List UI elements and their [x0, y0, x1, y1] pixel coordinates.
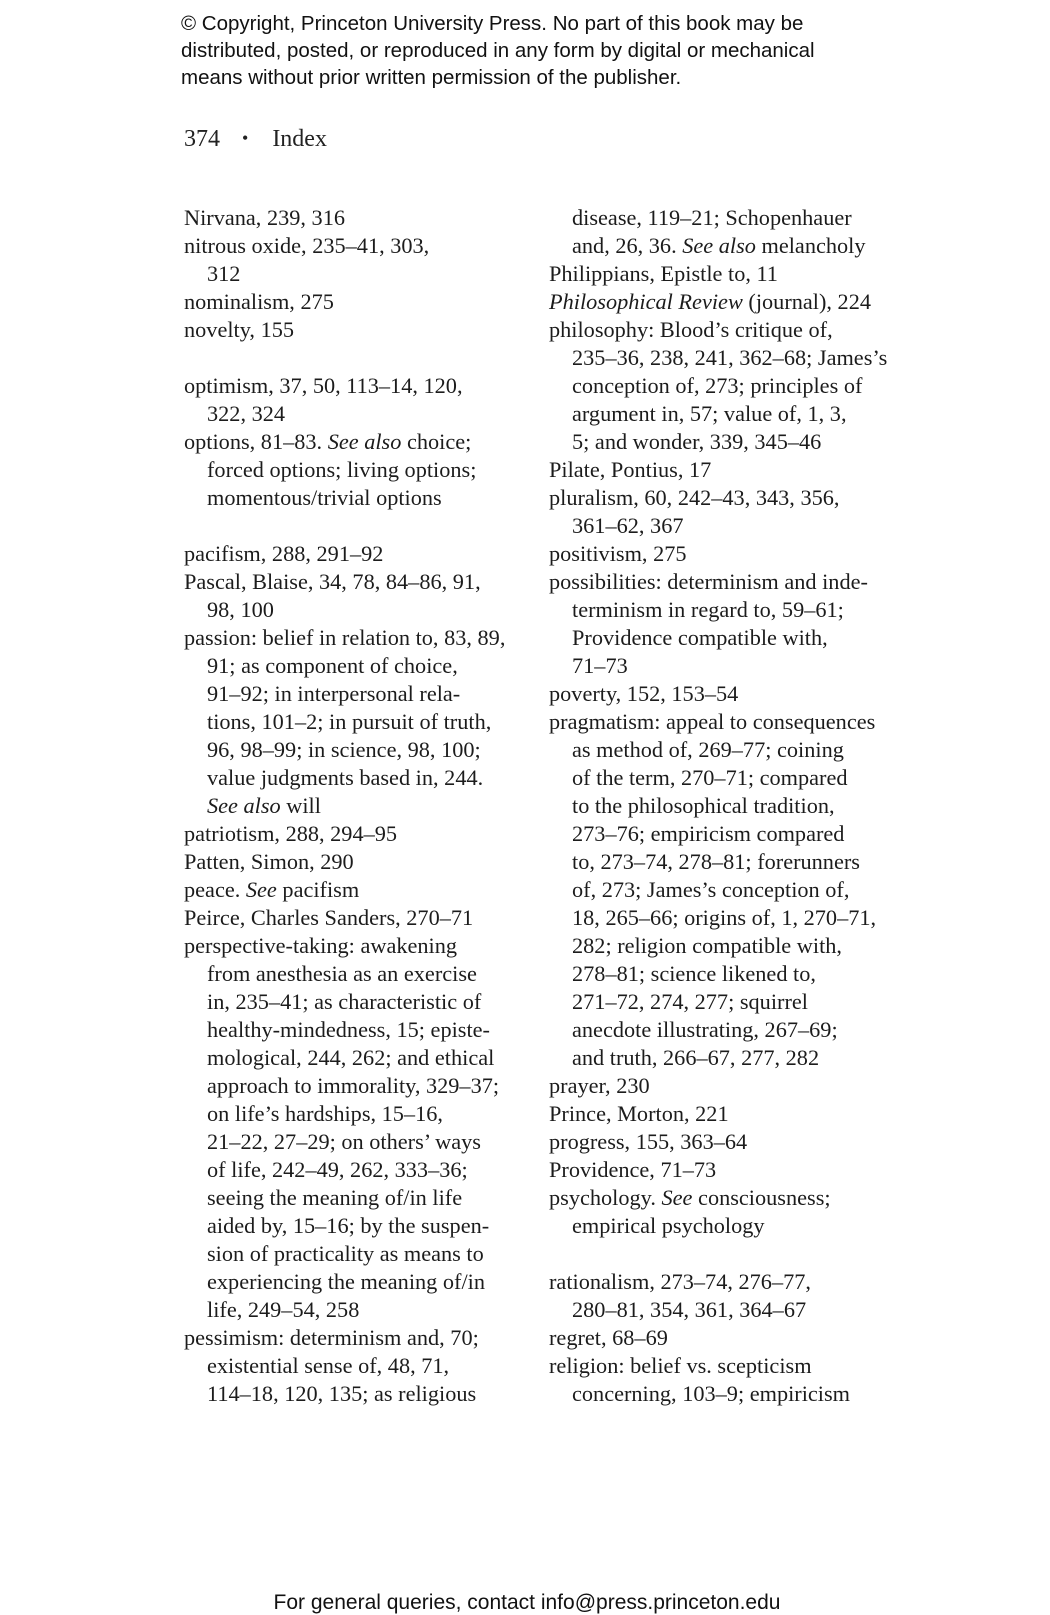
index-subline: to, 273–74, 278–81; forerunners	[572, 849, 860, 874]
index-entry: philosophy: Blood’s critique of,	[549, 317, 833, 342]
index-subline: 91; as component of choice,	[207, 653, 458, 678]
index-subline: forced options; living options;	[207, 457, 477, 482]
index-entry: positivism, 275	[549, 541, 687, 566]
index-entry: options, 81–83. See also choice;	[184, 429, 472, 454]
index-entry: psychology. See consciousness;	[549, 1185, 831, 1210]
index-subline: existential sense of, 48, 71,	[207, 1353, 450, 1378]
index-subline: tions, 101–2; in pursuit of truth,	[207, 709, 492, 734]
index-subline: in, 235–41; as characteristic of	[207, 989, 482, 1014]
index-subline: 312	[207, 261, 241, 286]
copyright-notice	[181, 10, 901, 91]
index-entry: pacifism, 288, 291–92	[184, 541, 384, 566]
index-entry: religion: belief vs. scepticism	[549, 1353, 812, 1378]
index-subline: 5; and wonder, 339, 345–46	[572, 429, 822, 454]
index-subline: experiencing the meaning of/in	[207, 1269, 485, 1294]
index-entry: Peirce, Charles Sanders, 270–71	[184, 905, 474, 930]
index-subline: approach to immorality, 329–37;	[207, 1073, 500, 1098]
index-subline: of life, 242–49, 262, 333–36;	[207, 1157, 468, 1182]
index-subline: aided by, 15–16; by the suspen-	[207, 1213, 490, 1238]
index-entry: poverty, 152, 153–54	[549, 681, 739, 706]
index-subline: 271–72, 274, 277; squirrel	[572, 989, 808, 1014]
index-subline: as method of, 269–77; coining	[572, 737, 844, 762]
footer	[0, 1591, 1050, 1615]
index-column-left	[184, 204, 529, 1408]
bullet-separator: •	[242, 128, 249, 148]
index-subline: 361–62, 367	[572, 513, 684, 538]
index-subline: See also will	[207, 793, 321, 818]
index-entry: Patten, Simon, 290	[184, 849, 354, 874]
index-entry: Pilate, Pontius, 17	[549, 457, 712, 482]
index-entry: Philippians, Epistle to, 11	[549, 261, 778, 286]
index-subline: 280–81, 354, 361, 364–67	[572, 1297, 807, 1322]
entry-gap	[549, 1240, 894, 1268]
index-subline: life, 249–54, 258	[207, 1297, 360, 1322]
footer-contact: For general queries, contact info@press.princeton.edu	[273, 1591, 781, 1614]
index-entry: progress, 155, 363–64	[549, 1129, 748, 1154]
index-subline: 278–81; science likened to,	[572, 961, 816, 986]
index-subline: concerning, 103–9; empiricism	[572, 1381, 851, 1406]
index-entry: novelty, 155	[184, 317, 295, 342]
index-entry: peace. See pacifism	[184, 877, 360, 902]
index-entry: nominalism, 275	[184, 289, 334, 314]
index-subline: 91–92; in interpersonal rela-	[207, 681, 461, 706]
index-entry: prayer, 230	[549, 1073, 650, 1098]
index-subline: 322, 324	[207, 401, 286, 426]
index-entry: pragmatism: appeal to consequences	[549, 709, 876, 734]
index-entry: perspective-taking: awakening	[184, 933, 458, 958]
index-subline: 21–22, 27–29; on others’ ways	[207, 1129, 481, 1154]
copyright-line: © Copyright, Princeton University Press. No part of this book may be	[181, 12, 804, 35]
index-subline: Providence compatible with,	[572, 625, 828, 650]
index-subline: seeing the meaning of/in life	[207, 1185, 463, 1210]
index-subline: argument in, 57; value of, 1, 3,	[572, 401, 847, 426]
index-entry: pluralism, 60, 242–43, 343, 356,	[549, 485, 840, 510]
section-title: Index	[272, 126, 327, 152]
copyright-line: distributed, posted, or reproduced in any form by digital or mechanical	[181, 39, 815, 62]
index-subline: anecdote illustrating, 267–69;	[572, 1017, 838, 1042]
index-subline: value judgments based in, 244.	[207, 765, 484, 790]
index-entry: Philosophical Review (journal), 224	[549, 289, 872, 314]
index-entry: optimism, 37, 50, 113–14, 120,	[184, 373, 463, 398]
index-column-right	[549, 204, 894, 1408]
index-entry: Pascal, Blaise, 34, 78, 84–86, 91,	[184, 569, 481, 594]
index-subline: 71–73	[572, 653, 628, 678]
index-subline: and, 26, 36. See also melancholy	[572, 233, 866, 258]
index-subline: 96, 98–99; in science, 98, 100;	[207, 737, 481, 762]
index-subline: of the term, 270–71; compared	[572, 765, 848, 790]
index-subline: 114–18, 120, 135; as religious	[207, 1381, 477, 1406]
index-subline: to the philosophical tradition,	[572, 793, 835, 818]
index-entry: Providence, 71–73	[549, 1157, 717, 1182]
index-subline: from anesthesia as an exercise	[207, 961, 477, 986]
index-subline: on life’s hardships, 15–16,	[207, 1101, 443, 1126]
index-subline: conception of, 273; principles of	[572, 373, 863, 398]
index-entry: possibilities: determinism and inde-	[549, 569, 868, 594]
index-entry: pessimism: determinism and, 70;	[184, 1325, 479, 1350]
index-subline: empirical psychology	[572, 1213, 765, 1238]
index-entry: rationalism, 273–74, 276–77,	[549, 1269, 811, 1294]
entry-gap	[184, 344, 529, 372]
running-head	[184, 126, 327, 153]
index-entry: Prince, Morton, 221	[549, 1101, 729, 1126]
index-subline: 282; religion compatible with,	[572, 933, 842, 958]
page-number: 374	[184, 126, 220, 152]
index-entry: patriotism, 288, 294–95	[184, 821, 398, 846]
index-entry: Nirvana, 239, 316	[184, 205, 345, 230]
index-subline: and truth, 266–67, 277, 282	[572, 1045, 820, 1070]
index-entry: passion: belief in relation to, 83, 89,	[184, 625, 506, 650]
index-subline: terminism in regard to, 59–61;	[572, 597, 844, 622]
index-subline: healthy-mindedness, 15; episte-	[207, 1017, 490, 1042]
index-subline: 98, 100	[207, 597, 274, 622]
index-subline: disease, 119–21; Schopenhauer	[572, 205, 852, 230]
index-subline: of, 273; James’s conception of,	[572, 877, 850, 902]
copyright-line: means without prior written permission of the publisher.	[181, 66, 682, 89]
index-subline: mological, 244, 262; and ethical	[207, 1045, 495, 1070]
index-subline: sion of practicality as means to	[207, 1241, 484, 1266]
index-entry: nitrous oxide, 235–41, 303,	[184, 233, 430, 258]
index-subline: 18, 265–66; origins of, 1, 270–71,	[572, 905, 877, 930]
index-subline: 235–36, 238, 241, 362–68; James’s	[572, 345, 888, 370]
entry-gap	[184, 512, 529, 540]
index-subline: 273–76; empiricism compared	[572, 821, 845, 846]
index-subline: momentous/trivial options	[207, 485, 442, 510]
index-entry: regret, 68–69	[549, 1325, 668, 1350]
